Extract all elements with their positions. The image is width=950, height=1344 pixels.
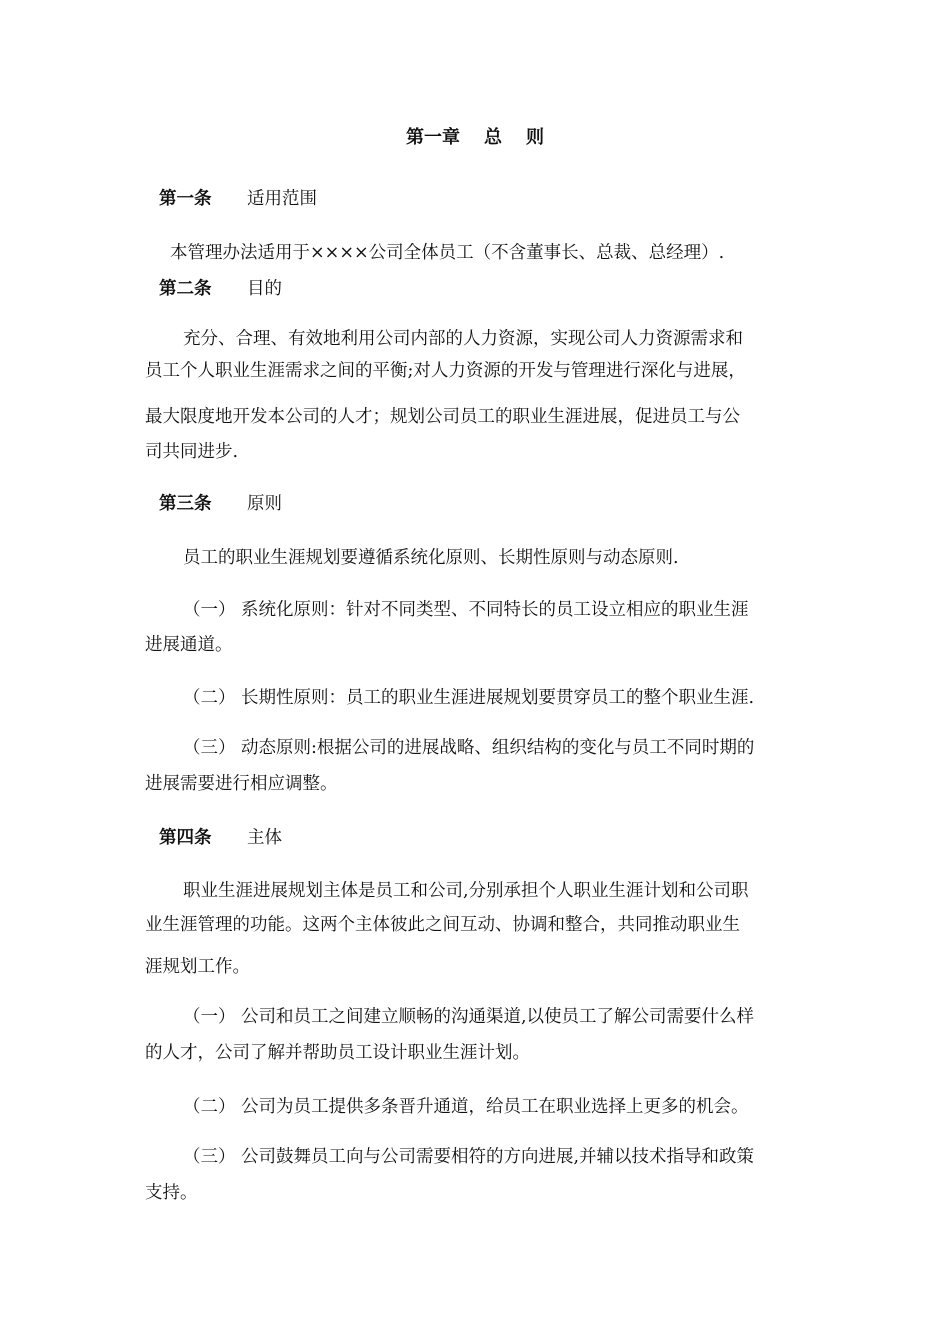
article-2-line-3: 最大限度地开发本公司的人才；规划公司员工的职业生涯进展，促进员工与公 bbox=[145, 407, 740, 427]
article-4-line-2: 业生涯管理的功能。这两个主体彼此之间互动、协调和整合，共同推动职业生 bbox=[145, 915, 740, 935]
article-4-item-2-number: （二） bbox=[183, 1097, 236, 1117]
article-3-item-3-line-1 bbox=[183, 736, 754, 760]
article-4-line-3: 涯规划工作。 bbox=[145, 957, 250, 977]
article-4-item-1-line-2: 的人才，公司了解并帮助员工设计职业生涯计划。 bbox=[145, 1043, 530, 1063]
article-3-intro: 员工的职业生涯规划要遵循系统化原则、长期性原则与动态原则. bbox=[183, 548, 679, 568]
article-2-line-1: 充分、合理、有效地利用公司内部的人力资源，实现公司人力资源需求和 bbox=[183, 329, 743, 349]
article-3-title: 原则 bbox=[247, 494, 282, 514]
article-2-line-2: 员工个人职业生涯需求之间的平衡;对人力资源的开发与管理进行深化与进展， bbox=[145, 361, 746, 381]
article-4-item-2-text: 公司为员工提供多条晋升通道，给员工在职业选择上更多的机会。 bbox=[241, 1097, 749, 1117]
article-4-item-3-number: （三） bbox=[183, 1147, 236, 1167]
article-2-title: 目的 bbox=[247, 279, 282, 299]
article-3-item-1-line-1 bbox=[183, 598, 749, 622]
article-4-item-1-number: （一） bbox=[183, 1007, 236, 1027]
article-3-item-1-number: （一） bbox=[183, 600, 236, 620]
article-4-item-1-text: 公司和员工之间建立顺畅的沟通渠道,以使员工了解公司需要什么样 bbox=[241, 1007, 755, 1027]
article-3-item-3-text: 动态原则:根据公司的进展战略、组织结构的变化与员工不同时期的 bbox=[241, 738, 755, 758]
chapter-title-word-1: 总 bbox=[484, 127, 502, 148]
article-3-item-3-line-2: 进展需要进行相应调整。 bbox=[145, 774, 338, 794]
article-1-body: 本管理办法适用于××××公司全体员工（不含董事长、总裁、总经理）. bbox=[170, 243, 725, 263]
article-2-line-4: 司共同进步. bbox=[145, 442, 239, 462]
article-4-number: 第四条 bbox=[159, 828, 212, 848]
article-4-item-1-line-1 bbox=[183, 1005, 754, 1029]
article-1-title: 适用范围 bbox=[247, 189, 317, 209]
article-3-item-1-line-2: 进展通道。 bbox=[145, 635, 233, 655]
article-4-line-1: 职业生涯进展规划主体是员工和公司,分别承担个人职业生涯计划和公司职 bbox=[183, 881, 749, 901]
chapter-title bbox=[0, 126, 950, 150]
article-1-number: 第一条 bbox=[159, 189, 212, 209]
article-4-item-3-line-1 bbox=[183, 1145, 754, 1169]
article-3-item-2-number: （二） bbox=[183, 688, 236, 708]
article-2-heading bbox=[159, 277, 282, 301]
article-2-number: 第二条 bbox=[159, 279, 212, 299]
chapter-title-word-2: 则 bbox=[526, 127, 544, 148]
article-3-heading bbox=[159, 492, 282, 516]
article-4-heading bbox=[159, 826, 282, 850]
article-1-heading bbox=[159, 187, 317, 211]
article-4-item-2 bbox=[183, 1095, 749, 1119]
article-4-item-3-text: 公司鼓舞员工向与公司需要相符的方向进展,并辅以技术指导和政策 bbox=[241, 1147, 755, 1167]
article-3-number: 第三条 bbox=[159, 494, 212, 514]
article-3-item-2 bbox=[183, 686, 754, 710]
article-4-item-3-line-2: 支持。 bbox=[145, 1183, 198, 1203]
article-3-item-2-text: 长期性原则：员工的职业生涯进展规划要贯穿员工的整个职业生涯. bbox=[241, 688, 755, 708]
article-3-item-1-text: 系统化原则：针对不同类型、不同特长的员工设立相应的职业生涯 bbox=[241, 600, 749, 620]
chapter-title-number: 第一章 bbox=[406, 127, 460, 148]
article-4-title: 主体 bbox=[247, 828, 282, 848]
article-3-item-3-number: （三） bbox=[183, 738, 236, 758]
